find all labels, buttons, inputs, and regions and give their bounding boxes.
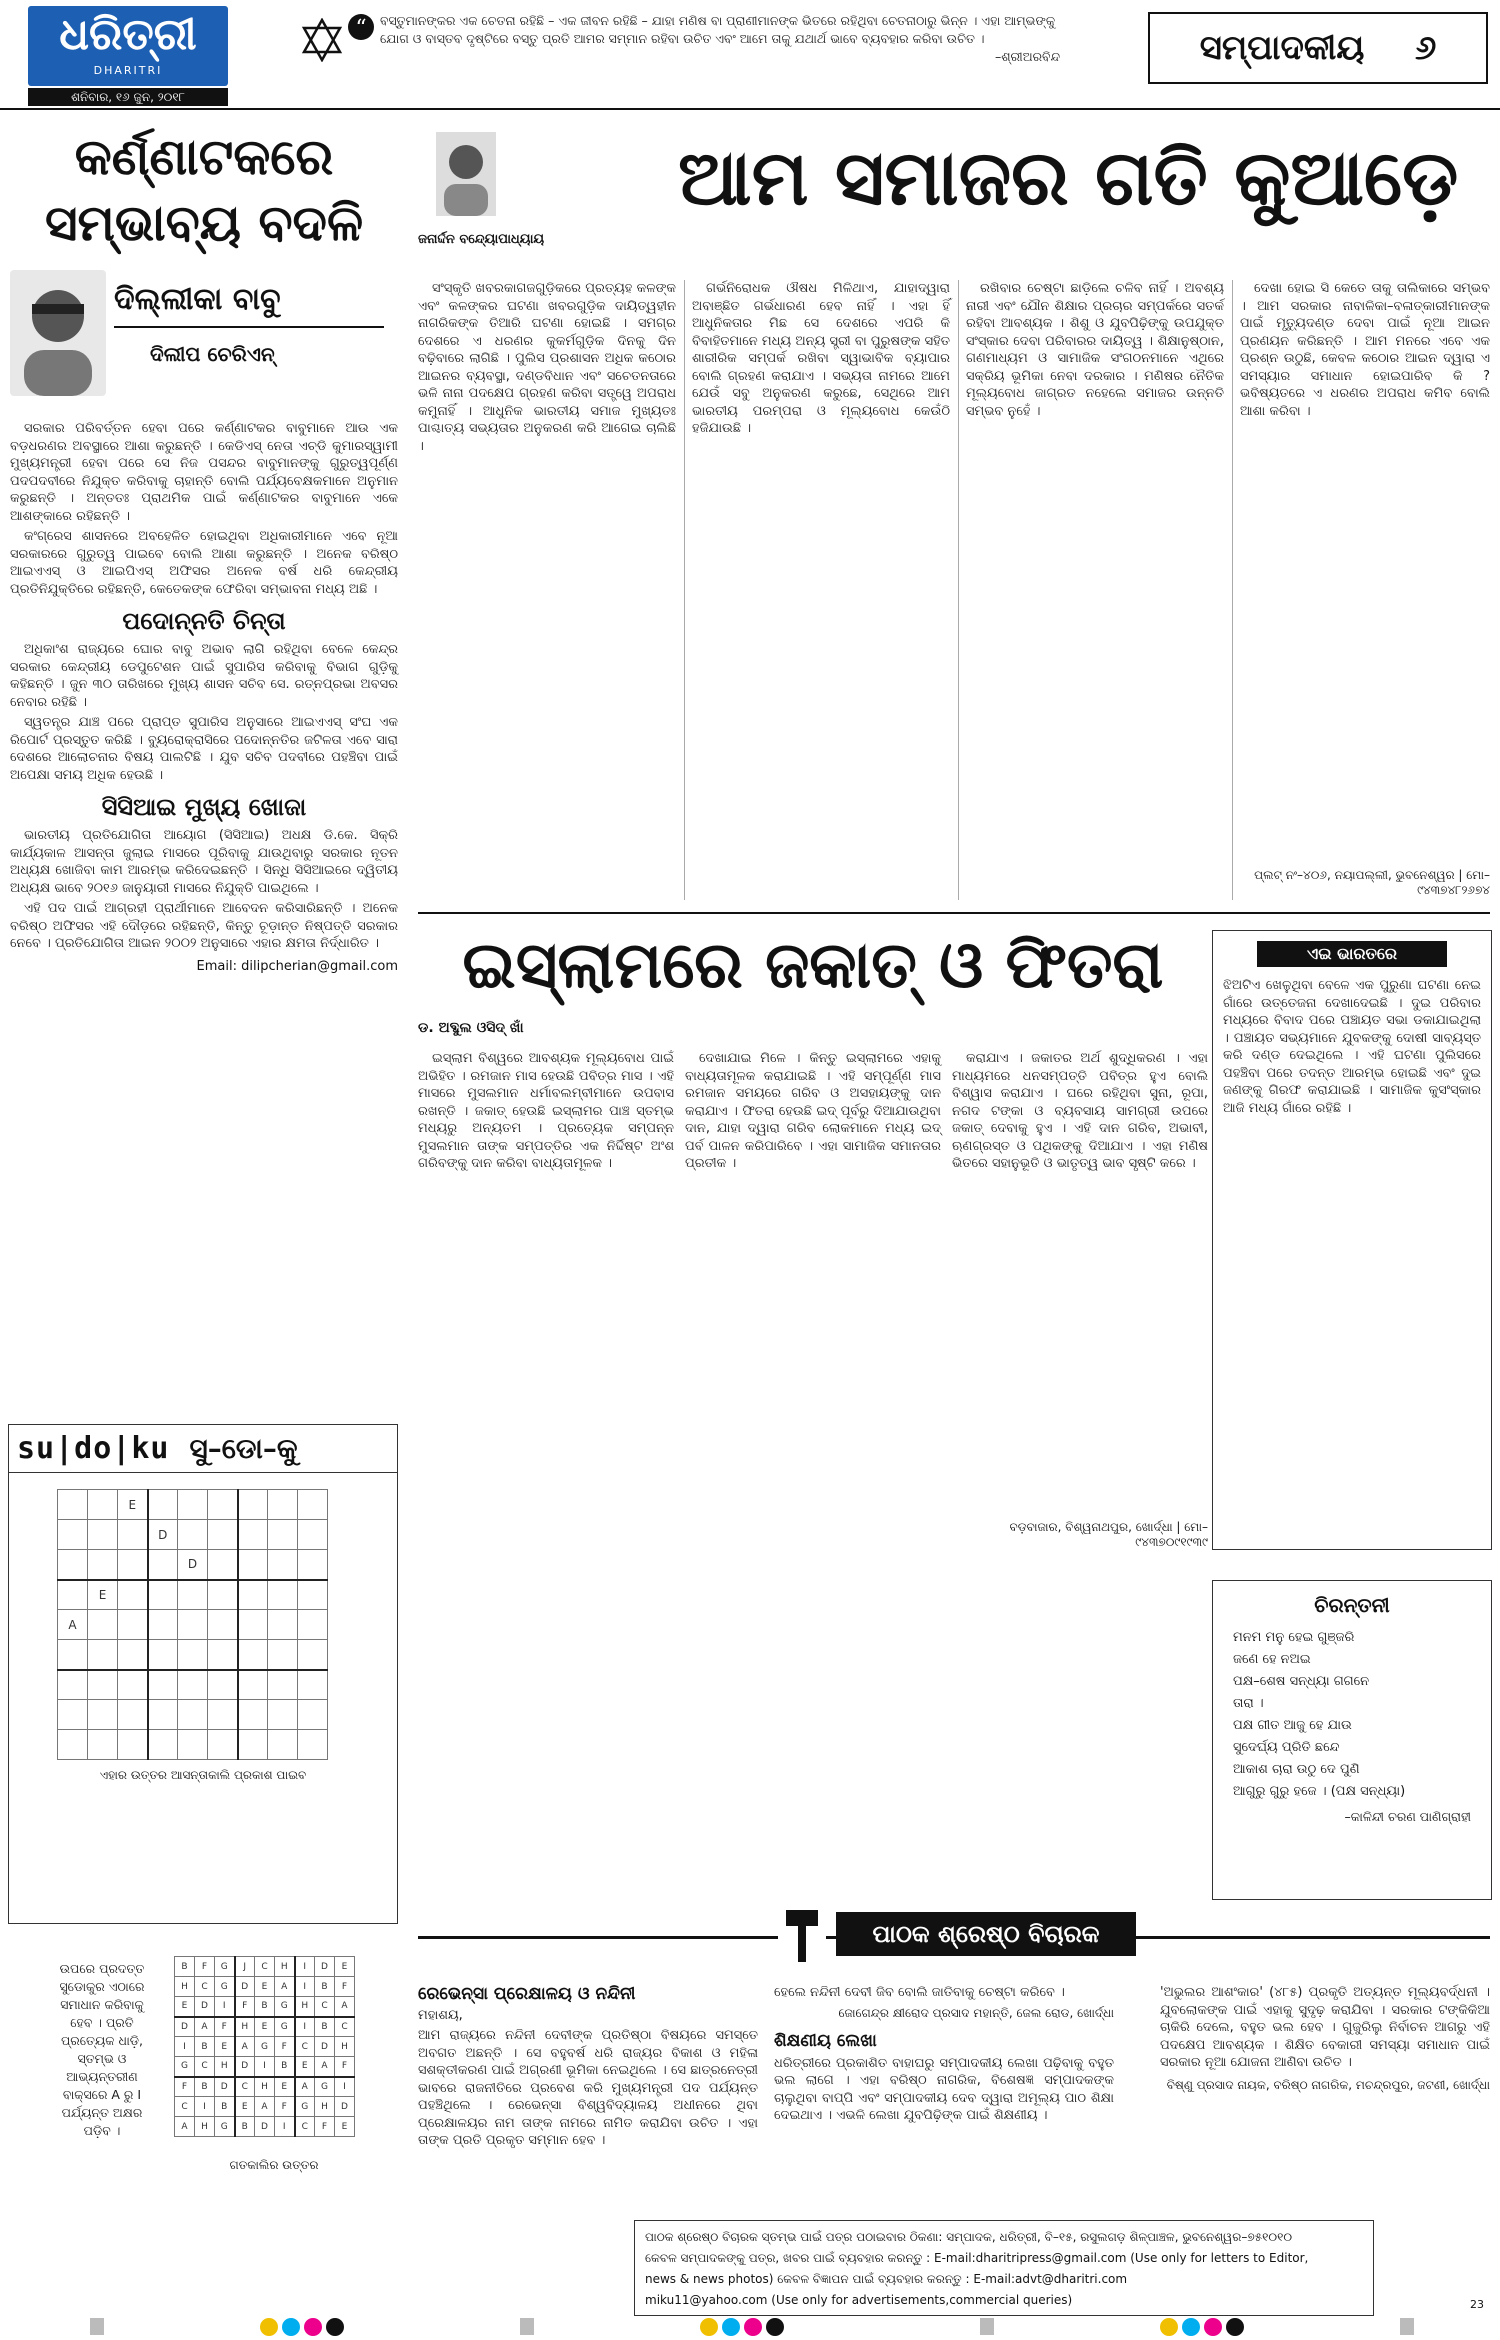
sudoku-cell[interactable] — [88, 1490, 118, 1520]
section-heading — [1148, 12, 1488, 84]
sudoku-cell[interactable] — [118, 1730, 148, 1760]
sudoku-cell[interactable] — [268, 1640, 298, 1670]
answer-cell: G — [215, 2117, 235, 2137]
columnist-name: ଦିଲୀପ ଚେରିଏନ୍ — [150, 342, 275, 366]
sudoku-cell[interactable] — [178, 1490, 208, 1520]
sudoku-cell[interactable] — [298, 1520, 328, 1550]
editorial-title: କର୍ଣ୍ଣାଟକରେ ସମ୍ଭାବ୍ୟ ବଦଳି — [44, 127, 364, 252]
letters-section — [418, 1900, 1490, 2320]
sudoku-cell[interactable] — [268, 1520, 298, 1550]
poet-name: –କାଳିନ୍ଦୀ ଚରଣ ପାଣିଗ୍ରାହୀ — [1344, 1809, 1471, 1824]
sudoku-cell[interactable] — [148, 1670, 178, 1700]
answer-cell: A — [295, 2077, 315, 2097]
quote-author: –ଶ୍ରୀଅରବିନ୍ଦ — [994, 49, 1060, 64]
sudoku-cell[interactable] — [58, 1520, 88, 1550]
answer-cell: C — [315, 1997, 335, 2017]
poem-line: ମନମ ମନୁ ହେଇ ଗୁଞ୍ଜରି — [1233, 1630, 1355, 1645]
editorial-column — [10, 120, 398, 1210]
poem-line: ତାରା । — [1233, 1696, 1264, 1711]
letter-2 — [774, 1984, 1114, 2125]
registration-mark — [980, 2318, 994, 2335]
answer-row — [175, 2077, 355, 2097]
sudoku-cell[interactable] — [58, 1700, 88, 1730]
answer-cell: E — [175, 1997, 195, 2017]
sudoku-cell[interactable] — [118, 1550, 148, 1580]
sudoku-cell[interactable] — [268, 1730, 298, 1760]
answer-cell: B — [315, 1977, 335, 1997]
author-photo — [436, 132, 496, 216]
sudoku-cell[interactable] — [178, 1580, 208, 1610]
sudoku-row — [58, 1730, 328, 1760]
answer-cell: C — [255, 1957, 275, 1977]
column-divider — [1232, 280, 1233, 900]
india-box-tag: ଏଇ ଭାରତରେ — [1257, 941, 1447, 967]
sudoku-cell[interactable]: A — [58, 1610, 88, 1640]
islam-col-3 — [952, 1050, 1208, 1176]
paragraph: ସ୍ୱତନ୍ତ୍ର ଯାଞ୍ଚ ପରେ ପ୍ରାପ୍ତ ସୁପାରିସ ଅନୁସାରେ ଆଇଏଏସ୍ ସଂଘ ଏକ ରିପୋର୍ଟ ପ୍ରସ୍ତୁତ କରିଛି । ବ୍ୟୁରୋକ୍ରାସିରେ ପଦୋନ୍ନତିର ଜଟିଳତା ଏବେ ସାରା ଦେଶରେ ଆଲୋଚନାର ବିଷୟ ପାଲଟିଛି । ଯୁବ ସଚିବ ପଦବୀରେ ପହଞ୍ଚିବା ପାଇଁ ଅପେକ୍ଷା ସମୟ ଅଧିକ ହେଉଛି । — [10, 715, 398, 783]
answer-cell: B — [195, 2077, 215, 2097]
sudoku-row — [58, 1520, 328, 1550]
sudoku-grid-wrap — [9, 1473, 397, 1760]
letter-1 — [418, 1984, 758, 2150]
answer-cell: B — [275, 2057, 295, 2077]
paragraph: ଅଧିକାଂଶ ରାଜ୍ୟରେ ଘୋର ବାବୁ ଅଭାବ ଲାଗି ରହିଥିବା ବେଳେ କେନ୍ଦ୍ର ସରକାର କେନ୍ଦ୍ରୀୟ ଡେପୁଟେଶନ ପାଇଁ ସୁପାରିସ କରିବାକୁ ବିଭାଗ ଗୁଡ଼ିକୁ କହିଛନ୍ତି । ଜୁନ ୩୦ ତାରିଖରେ ମୁଖ୍ୟ ଶାସନ ସଚିବ ସେ. ରତ୍ନପ୍ରଭା ଅବସର ନେବାର ରହିଛି । — [10, 642, 398, 710]
answer-cell: F — [235, 1997, 255, 2017]
page-number-footer: 23 — [1470, 2298, 1484, 2311]
letter-4-body: 'ଅଭୁଲର ଆଶଂକାର' (୪୮୫) ପ୍ରକୃତି ଅତ୍ୟନ୍ତ ମୂଲ୍ୟବର୍ଦ୍ଧନୀ । ଯୁବଲୋକଙ୍କ ପାଇଁ ଏହାକୁ ସୁଦୃଢ଼ କରାଯିବା । ସରକାର ଟଙ୍କିକିଆ ଚାକିରି ଦେଲେ, ବହୁତ ଭଲ ହେବ । ଗୁଜୁରିଲୁ ନିର୍ବାଚନ ଆଗରୁ ଏହି ପଦକ୍ଷେପ ଆବଶ୍ୟକ । ଶିକ୍ଷିତ ବେକାରୀ ସମସ୍ୟା ସମାଧାନ ପାଇଁ ସରକାର ନୂଆ ଯୋଜନା ଆଣିବା ଉଚିତ । — [1160, 1985, 1490, 2070]
sudoku-cell[interactable] — [58, 1640, 88, 1670]
logo-subtitle: DHARITRI — [93, 64, 163, 77]
page-number-header: ୬ — [1414, 28, 1437, 68]
sudoku-cell[interactable] — [178, 1730, 208, 1760]
answer-row — [175, 2057, 355, 2077]
sudoku-cell[interactable] — [298, 1640, 328, 1670]
letters-footer-box — [634, 2220, 1374, 2316]
answer-cell: E — [275, 2077, 295, 2097]
poem-line: ଆଗୁରୁ ଗୁରୁ ହଜେ । (ପକ୍ଷ ସନ୍ଧ୍ୟା) — [1233, 1784, 1406, 1799]
print-color-bar — [0, 2318, 1500, 2335]
paragraph: ଦେଖା ହୋଇ ସି କେତେ ତାକୁ ତାଲିକାରେ ସମ୍ଭବ । ଆମ ସରକାର ନାବାଳିକା–ବଳାତ୍କାରୀମାନଙ୍କ ପାଇଁ ମୃତ୍ୟୁଦଣ୍ଡ ଦେବା ପାଇଁ ନୂଆ ଆଇନ ପ୍ରଣୟନ କରିଛନ୍ତି । ଆମ ମନରେ ଏବେ ଏକ ପ୍ରଶ୍ନ ଉଠୁଛି, କେବଳ କଠୋର ଆଇନ ଦ୍ୱାରା ଏ ସମସ୍ୟାର ସମାଧାନ ହୋଇପାରିବ କି ? ଭବିଷ୍ୟତରେ ଏ ଧରଣର ଅପରାଧ କମିବ ବୋଲି ଆଶା କରିବା । — [1240, 281, 1490, 419]
letter-4 — [1160, 1984, 1490, 2093]
paragraph: ସରକାର ପରିବର୍ତ୍ତନ ହେବା ପରେ କର୍ଣ୍ଣାଟକର ବାବୁମାନେ ଆଉ ଏକ ବଡ଼ଧରଣର ଅବସ୍ଥାରେ ଆଶା କରୁଛନ୍ତି । କେଡିଏସ୍ ନେତା ଏଚ୍ଡି କୁମାରସ୍ୱାମୀ ମୁଖ୍ୟମନ୍ତ୍ରୀ ହେବା ପରେ ସେ ନିଜ ପସନ୍ଦର ବାବୁମାନଙ୍କୁ ଗୁରୁତ୍ୱପୂର୍ଣ୍ଣ ପଦପଦବୀରେ ନିଯୁକ୍ତ କରିବାକୁ ଚାହାନ୍ତି ବୋଲି ପର୍ଯ୍ୟବେକ୍ଷକମାନେ ଅନୁମାନ କରୁଛନ୍ତି । ଅନ୍ତତଃ ପ୍ରାଥମିକ ପାଇଁ କର୍ଣ୍ଣାଟକର ବାବୁମାନେ ଏକେ ଆଶଙ୍କାରେ ରହିଛନ୍ତି । — [10, 421, 398, 524]
issue-date: ଶନିବାର, ୧୬ ଜୁନ, ୨୦୧୮ — [28, 88, 228, 106]
answer-cell: H — [195, 2117, 215, 2137]
editorial-body-3 — [10, 827, 398, 953]
sudoku-cell[interactable] — [238, 1730, 268, 1760]
subheading-cci: ସିସିଆଇ ମୁଖ୍ୟ ଖୋଜା — [101, 792, 307, 821]
answer-cell: H — [315, 2097, 335, 2117]
paragraph: କଂଗ୍ରେସ ଶାସନରେ ଅବହେଳିତ ହୋଇଥିବା ଅଧିକାରୀମାନେ ଏବେ ନୂଆ ସରକାରରେ ଗୁରୁତ୍ୱ ପାଇବେ ବୋଲି ଆଶା କରୁଛନ୍ତି । ଅନେକ ବରିଷ୍ଠ ଆଇଏଏସ୍ ଓ ଆଇପିଏସ୍ ଅଫିସର ଅନେକ ବର୍ଷ ଧରି କେନ୍ଦ୍ରୀୟ ପ୍ରତିନିଯୁକ୍ତିରେ ରହିଛନ୍ତି, କେତେକଙ୍କ ଫେରିବା ସମ୍ଭାବନା ମଧ୍ୟ ଅଛି । — [10, 529, 398, 597]
sudoku-cell[interactable] — [208, 1520, 238, 1550]
column-divider — [684, 280, 685, 900]
sudoku-cell[interactable] — [148, 1550, 178, 1580]
sudoku-cell[interactable] — [178, 1610, 208, 1640]
cmyk-dots — [700, 2318, 788, 2340]
sudoku-cell[interactable] — [178, 1520, 208, 1550]
answer-cell: H — [175, 1977, 195, 1997]
paragraph: ଭାରତୀୟ ପ୍ରତିଯୋଗିତା ଆୟୋଗ (ସିସିଆଇ) ଅଧକ୍ଷ ଡି.କେ. ସିକ୍ରି କାର୍ଯ୍ୟକାଳ ଆସନ୍ତା ଜୁଲାଇ ମାସରେ ପୂରିବାକୁ ଯାଉଥିବାରୁ ସରକାର ନୂତନ ଅଧ୍ୟକ୍ଷ ଖୋଜିବା କାମ ଆରମ୍ଭ କରିଦେଇଛନ୍ତି । ସିନ୍ଧି ସିସିଆଇରେ ଦ୍ୱିତୀୟ ଅଧ୍ୟକ୍ଷ ଭାବେ ୨୦୧୬ ଜାନୁୟାରୀ ମାସରେ ନିଯୁକ୍ତି ପାଇଥିଲେ । — [10, 828, 398, 896]
main-col-4 — [1240, 280, 1490, 423]
answer-row — [175, 1977, 355, 1997]
answer-cell: G — [215, 1977, 235, 1997]
answer-cell: F — [275, 2097, 295, 2117]
answer-cell: G — [275, 1997, 295, 2017]
sudoku-cell[interactable] — [208, 1550, 238, 1580]
main-article-header — [418, 120, 1490, 250]
subheading-promotion: ପଦୋନ୍ନତି ଚିନ୍ତା — [122, 606, 286, 635]
sudoku-cell[interactable] — [298, 1700, 328, 1730]
poem-title: ଚିରନ୍ତନୀ — [1314, 1593, 1390, 1617]
islam-author: ଡ. ଅବ୍ଦୁଲ ଓସିଦ୍ ଖାଁ — [418, 1020, 524, 1036]
answer-label: ଗତକାଲିର ଉତ୍ତର — [229, 2158, 319, 2172]
pen-icon — [778, 1906, 826, 1966]
sudoku-cell[interactable] — [118, 1610, 148, 1640]
answer-cell: H — [215, 2057, 235, 2077]
divider — [114, 326, 384, 328]
answer-row — [175, 2097, 355, 2117]
sudoku-cell[interactable] — [238, 1490, 268, 1520]
sudoku-cell[interactable] — [208, 1670, 238, 1700]
answer-cell: D — [235, 2057, 255, 2077]
main-col-1 — [418, 280, 676, 458]
letter-2-top: ହେଲେ ନନ୍ଦିନୀ ଦେବୀ ଜିବ ବୋଲି ଜାତିବାକୁ ଚେଷ୍ଟା କରିବେ । — [774, 1985, 1065, 2000]
answer-cell: G — [295, 2097, 315, 2117]
sudoku-note: ଏହାର ଉତ୍ତର ଆସନ୍ତାକାଲି ପ୍ରକାଶ ପାଇବ — [99, 1768, 307, 1782]
answer-cell: I — [175, 2037, 195, 2057]
letter-4-signature: ବିଷ୍ଣୁ ପ୍ରସାଦ ନାୟକ, ବରିଷ୍ଠ ନାଗରିକ, ମଚନ୍ଦ୍ରପୁର, ଜଟଣୀ, ଖୋର୍ଦ୍ଧା — [1166, 2077, 1490, 2092]
sudoku-cell[interactable] — [298, 1730, 328, 1760]
answer-cell: F — [335, 1977, 355, 1997]
sudoku-cell[interactable] — [238, 1550, 268, 1580]
answer-cell: I — [295, 1977, 315, 1997]
islam-col-2 — [685, 1050, 941, 1176]
answer-cell: G — [175, 2057, 195, 2077]
answer-cell: A — [255, 2097, 275, 2117]
answer-cell: I — [295, 1957, 315, 1977]
section-divider — [418, 912, 1490, 914]
sudoku-cell[interactable] — [58, 1490, 88, 1520]
letter-2-signature: ଜୋଗେନ୍ଦ୍ର କ୍ଷୀରୋଦ ପ୍ରସାଦ ମହାନ୍ତି, ଜେଲ ରୋଡ, ଖୋର୍ଦ୍ଧା — [838, 2005, 1114, 2020]
editorial-body — [10, 420, 398, 598]
answer-cell: E — [235, 2097, 255, 2117]
registration-mark — [90, 2318, 104, 2335]
answer-cell: B — [195, 2037, 215, 2057]
letter-3-body: ଧରିତ୍ରୀରେ ପ୍ରକାଶିତ ବାହାଘରୁ ସମ୍ପାଦକୀୟ ଲେଖା ପଢ଼ିବାକୁ ବହୁତ ଭଲ ଲାଗେ । ଏହା ବରିଷ୍ଠ ନାଗରିକ, ବିଶେଷଜ୍ଞ ସମ୍ପାଦକଙ୍କ ଚାଲୁଥିବା ବାପ୍ପି ଏବଂ ସମ୍ପାଦକୀୟ ଦେବ ଦ୍ୱାରା ଅମୂଲ୍ୟ ପାଠ ଶିକ୍ଷା ଦେଇଥାଏ । ଏଭଳି ଲେଖା ଯୁବପିଢ଼ିଙ୍କ ପାଇଁ ଶିକ୍ଷଣୀୟ । — [774, 2055, 1114, 2123]
answer-cell: B — [255, 1997, 275, 2017]
answer-cell: B — [175, 1957, 195, 1977]
answer-cell: F — [175, 2077, 195, 2097]
answer-cell: E — [335, 2117, 355, 2137]
sudoku-row — [58, 1640, 328, 1670]
columnist-photo — [10, 270, 106, 396]
answer-cell: E — [255, 2017, 275, 2037]
answer-cell: A — [195, 2017, 215, 2037]
answer-cell: C — [175, 2097, 195, 2117]
sudoku-cell[interactable] — [88, 1550, 118, 1580]
sudoku-cell[interactable] — [118, 1520, 148, 1550]
answer-cell: C — [335, 2017, 355, 2037]
cmyk-dots — [260, 2318, 348, 2340]
answer-cell: F — [335, 2057, 355, 2077]
sudoku-cell[interactable] — [148, 1580, 178, 1610]
answer-row — [175, 2037, 355, 2057]
answer-cell: C — [295, 2037, 315, 2057]
sudoku-cell[interactable] — [238, 1580, 268, 1610]
islam-signoff: ବଡ଼ବାଜାର, ବିଶ୍ୱନାଥପୁର, ଖୋର୍ଦ୍ଧା | ମୋ–୯୪୩୭୦୯୧୯୩୯ — [1009, 1520, 1208, 1549]
sudoku-cell[interactable] — [268, 1490, 298, 1520]
poem-lines — [1233, 1627, 1471, 1803]
india-box-body: ଝିଅଟିଏ ଖେଳୁଥିବା ବେଳେ ଏକ ପୁରୁଣା ଘଟଣା ନେଇ ଗାଁରେ ଉତ୍ତେଜନା ଦେଖାଦେଇଛି । ଦୁଇ ପରିବାର ମଧ୍ୟରେ ବିବାଦ ପରେ ପଞ୍ଚାୟତ ସଭା ଡକାଯାଇଥିଲା । ପଞ୍ଚାୟତ ସଭ୍ୟମାନେ ଯୁବକଙ୍କୁ ଦୋଷୀ ସାବ୍ୟସ୍ତ କରି ଦଣ୍ଡ ଦେଇଥିଲେ । ଏହି ଘଟଣା ପୁଲିସରେ ପହଞ୍ଚିବା ପରେ ତଦନ୍ତ ଆରମ୍ଭ ହୋଇଛି ଏବଂ ଦୁଇ ଜଣଙ୍କୁ ଗିରଫ କରାଯାଇଛି । ସାମାଜିକ କୁସଂସ୍କାର ଆଜି ମଧ୍ୟ ଗାଁରେ ରହିଛି । — [1223, 978, 1481, 1116]
sudoku-cell[interactable] — [268, 1700, 298, 1730]
cmyk-dots — [1160, 2318, 1248, 2340]
sudoku-cell[interactable] — [178, 1640, 208, 1670]
answer-cell: H — [235, 2017, 255, 2037]
sudoku-row — [58, 1610, 328, 1640]
answer-cell: H — [275, 1957, 295, 1977]
answer-grid-wrap — [174, 1956, 355, 2137]
poem-line: ଜଣେ ହେ ନଅଇ — [1233, 1652, 1311, 1667]
answer-row — [175, 1997, 355, 2017]
answer-cell: A — [175, 2117, 195, 2137]
editorial-body-2 — [10, 641, 398, 784]
answer-cell: B — [235, 2117, 255, 2137]
sudoku-cell[interactable] — [118, 1580, 148, 1610]
masthead — [0, 0, 1500, 110]
sudoku-cell[interactable] — [88, 1610, 118, 1640]
answer-cell: A — [315, 2057, 335, 2077]
sudoku-answer-section — [10, 1930, 400, 2170]
sudoku-cell[interactable]: E — [118, 1490, 148, 1520]
main-col-2 — [692, 280, 950, 441]
sudoku-cell[interactable] — [208, 1640, 238, 1670]
answer-cell: A — [275, 1977, 295, 1997]
answer-cell: G — [255, 2037, 275, 2057]
sudoku-cell[interactable] — [148, 1490, 178, 1520]
sudoku-cell[interactable] — [238, 1520, 268, 1550]
letter-1-title: ରେଭେନ୍ସା ପ୍ରେକ୍ଷାଳୟ ଓ ନନ୍ଦିନୀ — [418, 1984, 636, 2004]
sudoku-title-en: su|do|ku — [17, 1431, 170, 1466]
sudoku-cell[interactable] — [118, 1700, 148, 1730]
sudoku-cell[interactable] — [58, 1730, 88, 1760]
answer-cell: E — [255, 1977, 275, 1997]
logo-text: ଧରିତ୍ରୀ — [59, 9, 197, 60]
sudoku-cell[interactable] — [58, 1670, 88, 1700]
answer-cell: G — [215, 1957, 235, 1977]
answer-cell: D — [315, 1957, 335, 1977]
answer-row — [175, 1957, 355, 1977]
sudoku-cell[interactable] — [148, 1640, 178, 1670]
sudoku-cell[interactable] — [148, 1730, 178, 1760]
sudoku-cell[interactable] — [238, 1610, 268, 1640]
islam-col-1 — [418, 1050, 674, 1176]
paragraph: ଏହି ପଦ ପାଇଁ ଆଗ୍ରହୀ ପ୍ରାର୍ଥୀମାନେ ଆବେଦନ କରିସାରିଛନ୍ତି । ଅନେକ ବରିଷ୍ଠ ଅଫିସର ଏହି ଦୌଡ଼ରେ ରହିଛନ୍ତି, କିନ୍ତୁ ଚୂଡ଼ାନ୍ତ ନିଷ୍ପତ୍ତି ସରକାର ନେବେ । ପ୍ରତିଯୋଗିତା ଆଇନ ୨୦୦୨ ଅନୁସାରେ ଏହାର କ୍ଷମତା ନିର୍ଦ୍ଧାରିତ । — [10, 901, 398, 951]
footer-editor-email[interactable]: କେବଳ ସମ୍ପାଦକଙ୍କୁ ପତ୍ର, ଖବର ପାଇଁ ବ୍ୟବହାର କରନ୍ତୁ : E-mail:dharitripress@gmail.com (Use only for letters to Editor, — [645, 2251, 1309, 2265]
answer-cell: D — [175, 2017, 195, 2037]
paragraph: ରଖିବାର ଚେଷ୍ଟା ଛାଡ଼ିଲେ ଚଳିବ ନାହିଁ । ଅବଶ୍ୟ ନାରୀ ଏବଂ ଯୌନ ଶିକ୍ଷାର ପ୍ରଚାର ସମ୍ପର୍କରେ ସତର୍କ ରହିବା ଆବଶ୍ୟକ । ଶିଶୁ ଓ ଯୁବପିଢ଼ିଙ୍କୁ ଉପଯୁକ୍ତ ସଂସ୍କାର ଦେବା ପରିବାରର ଦାୟିତ୍ୱ । ଶିକ୍ଷାନୁଷ୍ଠାନ, ଗଣମାଧ୍ୟମ ଓ ସାମାଜିକ ସଂଗଠନମାନେ ଏଥିରେ ସକ୍ରିୟ ଭୂମିକା ନେବା ଦରକାର । ମଣିଷର ନୈତିକ ମୂଲ୍ୟବୋଧ ଜାଗ୍ରତ ନହେଲେ ସମାଜର ଉନ୍ନତି ସମ୍ଭବ ନୁହେଁ । — [966, 281, 1224, 419]
newspaper-logo[interactable] — [28, 6, 228, 86]
sudoku-cell[interactable] — [238, 1640, 268, 1670]
paragraph: ସଂସ୍କୃତି ଖବରକାଗଜଗୁଡ଼ିକରେ ପ୍ରତ୍ୟହ କଳଙ୍କ ଏବଂ କଳଙ୍କର ଘଟଣା ଖବରଗୁଡ଼ିକ ଦାୟିତ୍ୱହୀନ ନାଗରିକଙ୍କ ତିଆରି ଘଟଣା ହୋଇଛି । ସମଗ୍ର ଦେଶରେ ଏ ଧରଣର କୁକର୍ମଗୁଡ଼ିକ ଦିନକୁ ଦିନ ବଢ଼ିବାରେ ଲାଗିଛି । ପୁଲିସ ପ୍ରଶାସନ ଅଧିକ କଠୋର ଆଇନର ବ୍ୟବସ୍ଥା, ଦଣ୍ଡବିଧାନ ଏବଂ ସଚେତନତାରେ ଭଳି ନାନା ପଦକ୍ଷେପ ଗ୍ରହଣ କରିବା ସତ୍ତ୍ୱେ ଅପରାଧ କମୁନାହିଁ । ଆଧୁନିକ ଭାରତୀୟ ସମାଜ ମୁଖ୍ୟତଃ ପାଶ୍ଚାତ୍ୟ ସଭ୍ୟତାର ଅନୁକରଣ କରି ଆଗେଇ ଚାଲିଛି । — [418, 281, 676, 454]
answer-cell: J — [235, 1957, 255, 1977]
answer-cell: B — [315, 2017, 335, 2037]
letter-3-title: ଶିକ୍ଷଣୀୟ ଲେଖା — [774, 2030, 877, 2051]
sudoku-cell[interactable] — [88, 1670, 118, 1700]
sudoku-cell[interactable] — [208, 1490, 238, 1520]
daily-quote — [380, 12, 1060, 66]
answer-cell: C — [195, 1977, 215, 1997]
sudoku-row — [58, 1550, 328, 1580]
sudoku-cell[interactable] — [118, 1640, 148, 1670]
registration-mark — [1400, 2318, 1414, 2335]
sudoku-row — [58, 1580, 328, 1610]
sudoku-cell[interactable] — [118, 1670, 148, 1700]
author-email[interactable]: Email: dilipcherian@gmail.com — [196, 958, 398, 974]
answer-cell: F — [275, 2037, 295, 2057]
sudoku-grid[interactable] — [57, 1489, 328, 1760]
sudoku-cell[interactable] — [268, 1610, 298, 1640]
letter-1-salute: ମହାଶୟ, — [418, 2008, 463, 2023]
answer-cell: H — [335, 2037, 355, 2057]
sudoku-cell[interactable] — [58, 1580, 88, 1610]
sudoku-cell[interactable] — [148, 1610, 178, 1640]
sudoku-cell[interactable] — [298, 1610, 328, 1640]
sudoku-cell[interactable] — [238, 1670, 268, 1700]
answer-cell: A — [235, 2037, 255, 2057]
sudoku-cell[interactable]: D — [178, 1550, 208, 1580]
paragraph: ଗର୍ଭନିରୋଧକ ଔଷଧ ମିଳିଥାଏ, ଯାହାଦ୍ୱାରା ଅବାଞ୍ଛିତ ଗର୍ଭଧାରଣ ହେବ ନାହିଁ । ଏହା ହିଁ ଆଧୁନିକତାର ମିଛ ସେ ଦେଶରେ ଏପରି କି ବିବାହିତମାନେ ମଧ୍ୟ ଅନ୍ୟ ସ୍ତ୍ରୀ ବା ପୁରୁଷଙ୍କ ସହିତ ଶାରୀରିକ ସମ୍ପର୍କ ରଖିବା ସ୍ୱାଭାବିକ ବ୍ୟାପାର ବୋଲି ଗ୍ରହଣ କରାଯାଏ । ସଭ୍ୟତା ନାମରେ ଆମେ ଯେଉଁ ସବୁ ଅନୁକରଣ କରୁଛେ, ସେଥିରେ ଆମ ଭାରତୀୟ ପରମ୍ପରା ଓ ମୂଲ୍ୟବୋଧ କେଉଁଠି ହଜିଯାଉଛି । — [692, 281, 950, 436]
answer-cell: G — [275, 2017, 295, 2037]
sudoku-cell[interactable]: E — [88, 1580, 118, 1610]
answer-cell: I — [195, 2097, 215, 2117]
answer-cell: D — [215, 2077, 235, 2097]
answer-cell: A — [335, 1997, 355, 2017]
sudoku-cell[interactable] — [88, 1640, 118, 1670]
quote-text: ବସ୍ତୁମାନଙ୍କର ଏକ ଚେତନା ରହିଛି – ଏକ ଜୀବନ ରହିଛି – ଯାହା ମଣିଷ ବା ପ୍ରାଣୀମାନଙ୍କ ଭିତରେ ରହିଥିବା ଚେତନାଠାରୁ ଭିନ୍ନ । ଏହା ଆମ୍ଭଙ୍କୁ ଯୋଗ ଓ ବାସ୍ତବ ଦୃଷ୍ଟିରେ ବସ୍ତୁ ପ୍ରତି ଆମର ସମ୍ମାନ ରହିବା ଉଚିତ ଏବଂ ଆମେ ତାକୁ ଯଥାର୍ଥ ଭାବେ ବ୍ୟବହାର କରିବା ଉଚିତ । — [380, 13, 1056, 46]
answer-cell: I — [275, 2117, 295, 2137]
footer-advt-email[interactable]: news & news photos) କେବଳ ବିଜ୍ଞାପନ ପାଇଁ ବ୍ୟବହାର କରନ୍ତୁ : E-mail:advt@dharitri.com — [645, 2272, 1128, 2286]
answer-cell: I — [295, 2017, 315, 2037]
islam-article-body — [418, 1020, 1208, 1660]
answer-cell: I — [335, 2077, 355, 2097]
footer-address: ପାଠକ ଶ୍ରେଷ୍ଠ ବିଚାରକ ସ୍ତମ୍ଭ ପାଇଁ ପତ୍ର ପଠାଇବାର ଠିକଣା: ସମ୍ପାଦକ, ଧରିତ୍ରୀ, ବି–୧୫, ରସୁଲଗଡ଼ ଶିଳ୍ପାଞ୍ଚଳ, ଭୁବନେଶ୍ୱର–୭୫୧୦୧୦ — [645, 2230, 1293, 2244]
answer-cell: E — [215, 2037, 235, 2057]
sudoku-cell[interactable] — [298, 1670, 328, 1700]
answer-cell: H — [255, 2077, 275, 2097]
main-author: ଜନାର୍ଦ୍ଦନ ବନ୍ଦ୍ୟୋପାଧ୍ୟାୟ — [418, 232, 545, 247]
india-box — [1212, 930, 1492, 1550]
column-name: ଦିଲ୍ଲୀକା ବାବୁ — [114, 282, 281, 317]
sudoku-cell[interactable] — [178, 1670, 208, 1700]
answer-cell: H — [295, 1997, 315, 2017]
answer-cell: F — [315, 2117, 335, 2137]
answer-cell: D — [315, 2037, 335, 2057]
sudoku-title-or: ସୁ–ଡୋ–କୁ — [189, 1431, 298, 1465]
star-emblem-icon — [300, 18, 344, 62]
sudoku-cell[interactable] — [88, 1520, 118, 1550]
footer-advt-email-2[interactable]: miku11@yahoo.com (Use only for advertisements,commercial queries) — [645, 2293, 1073, 2307]
sudoku-row — [58, 1670, 328, 1700]
answer-cell: D — [195, 1997, 215, 2017]
poem-line: ପକ୍ଷ ଗୀତ ଆଜୁ ହେ ଯାଉ — [1233, 1718, 1352, 1733]
letters-banner: ପାଠକ ଶ୍ରେଷ୍ଠ ବିଚାରକ — [836, 1912, 1136, 1956]
sudoku-cell[interactable] — [268, 1670, 298, 1700]
sudoku-cell[interactable] — [58, 1550, 88, 1580]
answer-cell: F — [195, 1957, 215, 1977]
sudoku-cell[interactable] — [208, 1730, 238, 1760]
section-label: ସମ୍ପାଦକୀୟ — [1199, 28, 1365, 68]
paragraph: ଇସ୍‌ଲାମ ବିଶ୍ୱରେ ଆବଶ୍ୟକ ମୂଲ୍ୟବୋଧ ପାଇଁ ଅଭିହିତ । ରମଜାନ ମାସ ହେଉଛି ପବିତ୍ର ମାସ । ଏହି ମାସରେ ମୁସଲମାନ ଧର୍ମାବଲମ୍ବୀମାନେ ଉପବାସ ରଖନ୍ତି । ଜକାତ୍ ହେଉଛି ଇସ୍‌ଲାମର ପାଞ୍ଚ ସ୍ତମ୍ଭ ମଧ୍ୟରୁ ଅନ୍ୟତମ । ପ୍ରତ୍ୟେକ ସମ୍ପନ୍ନ ମୁସଲମାନ ତାଙ୍କ ସମ୍ପତ୍ତିର ଏକ ନିର୍ଦ୍ଦିଷ୍ଟ ଅଂଶ ଗରିବଙ୍କୁ ଦାନ କରିବା ବାଧ୍ୟତାମୂଳକ । — [418, 1051, 674, 1171]
sudoku-cell[interactable] — [298, 1580, 328, 1610]
answer-cell: B — [215, 2097, 235, 2117]
answer-cell: D — [235, 1977, 255, 1997]
sudoku-cell[interactable] — [298, 1550, 328, 1580]
answer-row — [175, 2117, 355, 2137]
islam-article-title: ଇସ୍‌ଲାମରେ ଜକାତ୍ ଓ ଫିତରା — [462, 928, 1164, 1003]
paragraph: ଦେଖାଯାଇ ମିଳେ । କିନ୍ତୁ ଇସ୍‌ଲାମରେ ଏହାକୁ ବାଧ୍ୟତାମୂଳକ କରାଯାଇଛି । ଏହି ସମ୍ପୂର୍ଣ୍ଣ ମାସ ରମଜାନ ସମୟରେ ଗରିବ ଓ ଅସହାୟଙ୍କୁ ଦାନ କରାଯାଏ । ଫିତରା ହେଉଛି ଇଦ୍ ପୂର୍ବରୁ ଦିଆଯାଉଥିବା ଦାନ, ଯାହା ଦ୍ୱାରା ଗରିବ ଲୋକମାନେ ମଧ୍ୟ ଇଦ୍ ପର୍ବ ପାଳନ କରିପାରିବେ । ଏହା ସାମାଜିକ ସମାନତାର ପ୍ରତୀକ । — [685, 1051, 941, 1171]
quote-mark-icon: “ — [348, 14, 374, 40]
sudoku-cell[interactable]: D — [148, 1520, 178, 1550]
sudoku-cell[interactable] — [178, 1700, 208, 1730]
sudoku-cell[interactable] — [88, 1730, 118, 1760]
poem-box — [1212, 1580, 1492, 1900]
answer-cell: E — [295, 2057, 315, 2077]
sudoku-cell[interactable] — [208, 1700, 238, 1730]
answer-cell: G — [315, 2077, 335, 2097]
sudoku-cell[interactable] — [268, 1580, 298, 1610]
sudoku-row — [58, 1490, 328, 1520]
answer-cell: F — [215, 2017, 235, 2037]
sudoku-answer-grid — [174, 1956, 355, 2137]
sudoku-row — [58, 1700, 328, 1730]
poem-line: ସୁଦେର୍ଘ୍ୟ ପ୍ରିତି ଛନ୍ଦେ — [1233, 1740, 1340, 1755]
sudoku-cell[interactable] — [298, 1490, 328, 1520]
answer-cell: E — [335, 1957, 355, 1977]
answer-cell: D — [335, 2097, 355, 2117]
answer-row — [175, 2017, 355, 2037]
answer-cell: D — [255, 2117, 275, 2137]
main-article-title: ଆମ ସମାଜର ଗତି କୁଆଡ଼େ — [678, 133, 1459, 222]
sudoku-cell[interactable] — [208, 1610, 238, 1640]
answer-cell: C — [195, 2057, 215, 2077]
column-divider — [958, 280, 959, 900]
answer-cell: I — [215, 1997, 235, 2017]
poem-line: ଆକାଶ ଚାରା ଉଠୁ ଦେ ପୁଣି — [1233, 1762, 1360, 1777]
answer-cell: C — [235, 2077, 255, 2097]
sudoku-cell[interactable] — [268, 1550, 298, 1580]
poem-line: ପକ୍ଷ–ଶେଷ ସନ୍ଧ୍ୟା ଗଗନେ — [1233, 1674, 1370, 1689]
registration-mark — [520, 2318, 534, 2335]
answer-cell: I — [255, 2057, 275, 2077]
sudoku-cell[interactable] — [148, 1700, 178, 1730]
sudoku-instructions: ଉପରେ ପ୍ରଦତ୍ତ ସୁଡୋକୁର ଏଠାରେ ସମାଧାନ କରିବାକୁ ହେବ । ପ୍ରତି ପ୍ରତ୍ୟେକ ଧାଡ଼ି, ସ୍ତମ୍ଭ ଓ ଆଭ୍ୟନ୍ତରୀଣ ବାକ୍ସରେ A ରୁ I ପର୍ଯ୍ୟନ୍ତ ଅକ୍ଷର ପଡ଼ିବ । — [59, 1961, 145, 2138]
main-col-3 — [966, 280, 1224, 423]
sudoku-cell[interactable] — [238, 1700, 268, 1730]
sudoku-box — [8, 1424, 398, 1924]
letter-1-body: ଆମ ରାଜ୍ୟରେ ନନ୍ଦିନୀ ଦେବୀଙ୍କ ପ୍ରତିଷ୍ଠା ବିଷୟରେ ସମସ୍ତେ ଅବଗତ ଅଛନ୍ତି । ସେ ବହୁବର୍ଷ ଧରି ରାଜ୍ୟର ବିକାଶ ଓ ମହିଳା ସଶକ୍ତୀକରଣ ପାଇଁ ଅଗ୍ରଣୀ ଭୂମିକା ନେଇଥିଲେ । ସେ ଛାତ୍ରନେତ୍ରୀ ଭାବରେ ରାଜନୀତିରେ ପ୍ରବେଶ କରି ମୁଖ୍ୟମନ୍ତ୍ରୀ ପଦ ପର୍ଯ୍ୟନ୍ତ ପହଞ୍ଚିଥିଲେ । ରେଭେନ୍ସା ବିଶ୍ୱବିଦ୍ୟାଳୟ ଅଧୀନରେ ଥିବା ପ୍ରେକ୍ଷାଳୟର ନାମ ତାଙ୍କ ନାମରେ ନାମିତ କରାଯିବା ଉଚିତ । ଏହା ତାଙ୍କ ପ୍ରତି ପ୍ରକୃତ ସମ୍ମାନ ହେବ । — [418, 2028, 758, 2148]
paragraph: କରାଯାଏ । ଜକାତର ଅର୍ଥ ଶୁଦ୍ଧିକରଣ । ଏହା ମାଧ୍ୟମରେ ଧନସମ୍ପତ୍ତି ପବିତ୍ର ହୁଏ ବୋଲି ବିଶ୍ୱାସ କରାଯାଏ । ଘରେ ରହିଥିବା ସୁନା, ରୂପା, ନଗଦ ଟଙ୍କା ଓ ବ୍ୟବସାୟ ସାମଗ୍ରୀ ଉପରେ ଜକାତ୍ ଦେବାକୁ ହୁଏ । ଏହି ଦାନ ଗରିବ, ଅଭାବୀ, ଋଣଗ୍ରସ୍ତ ଓ ପଥିକଙ୍କୁ ଦିଆଯାଏ । ଏହା ମଣିଷ ଭିତରେ ସହାନୁଭୂତି ଓ ଭାତୃତ୍ୱ ଭାବ ସୃଷ୍ଟି କରେ । — [952, 1051, 1208, 1171]
main-signoff: ପ୍ଲଟ୍ ନଂ–୪୦୬, ନୟାପଲ୍ଲୀ, ଭୁବନେଶ୍ୱର | ମୋ–୯୪୩୭୪୮୨୬୭୪ — [1254, 868, 1490, 897]
answer-cell: C — [295, 2117, 315, 2137]
sudoku-cell[interactable] — [88, 1700, 118, 1730]
sudoku-cell[interactable] — [208, 1580, 238, 1610]
